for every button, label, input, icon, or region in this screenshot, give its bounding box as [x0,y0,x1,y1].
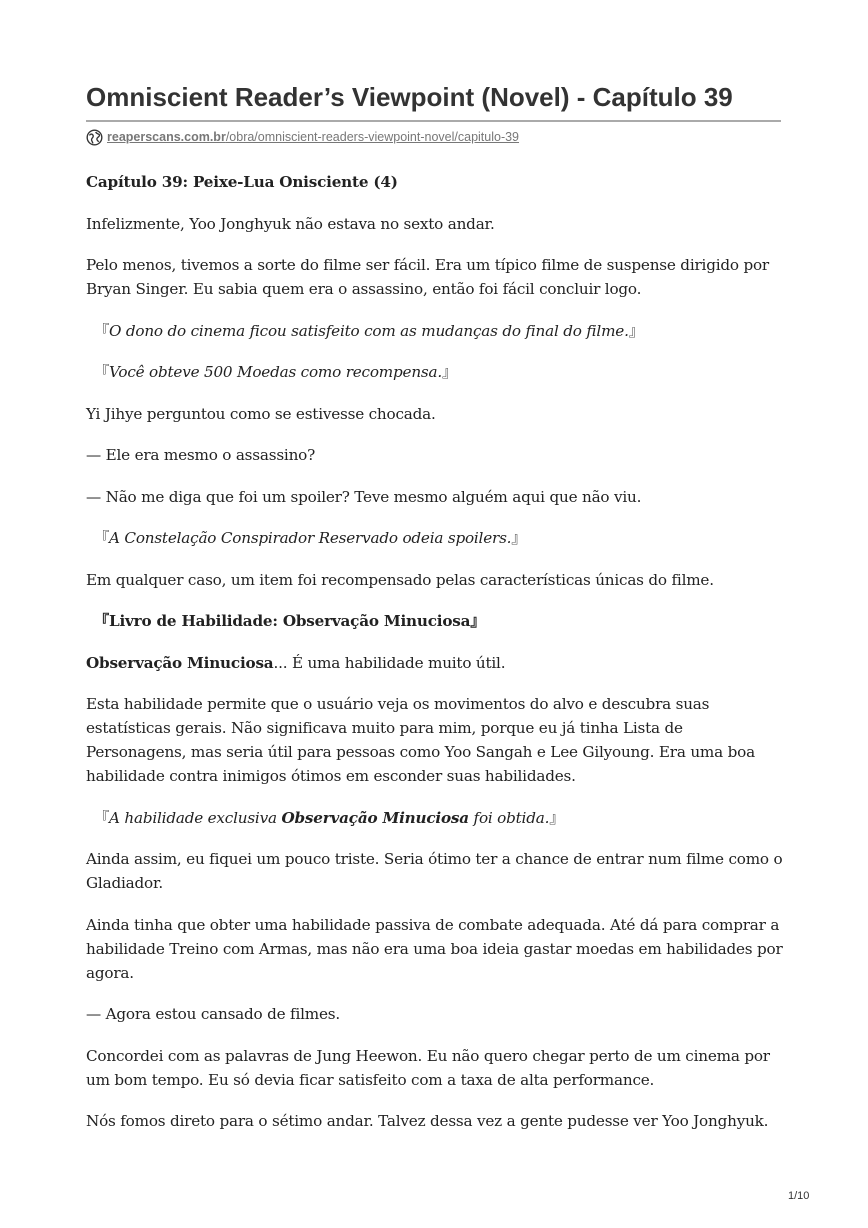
source-link-row [86,128,519,146]
source-path: /obra/omniscient-readers-viewpoint-novel/capitulo-39 [225,130,520,144]
page-title: Omniscient Reader’s Viewpoint (Novel) - Capítulo 39 [86,82,733,112]
system-message-3: 『A Constelação Conspirador Reservado odeia spoilers.』 [94,529,527,547]
globe-icon [86,129,103,146]
item-reward: 『Livro de Habilidade: Observação Minuciosa』 [94,612,486,630]
paragraph-9: Nós fomos direto para o sétimo andar. Talvez dessa vez a gente pudesse ver Yoo Jonghyuk. [86,1112,769,1130]
page-number: 1/10 [788,1190,810,1202]
paragraph-4: Em qualquer caso, um item foi recompensado pelas características únicas do filme. [86,570,714,589]
title-divider [86,120,781,122]
paragraph-3: Yi Jihye perguntou como se estivesse chocada. [86,404,436,423]
dialogue-2: — Não me diga que foi um spoiler? Teve mesmo alguém aqui que não viu. [86,487,642,506]
paragraph-7: Ainda tinha que obter uma habilidade passiva de combate adequada. Até dá para comprar a habilidade Treino com Armas, mas não era uma boa ideia gastar moedas em habilidades por agora. [86,915,783,982]
skill-description: Observação Minuciosa... É uma habilidade muito útil. [86,653,506,672]
system-message-2: 『Você obteve 500 Moedas como recompensa.』 [94,363,457,381]
system-message-1: 『O dono do cinema ficou satisfeito com as mudanças do final do filme.』 [94,321,644,340]
system-message-4: 『A habilidade exclusiva Observação Minuciosa foi obtida.』 [94,808,565,827]
paragraph-2: Pelo menos, tivemos a sorte do filme ser fácil. Era um típico filme de suspense dirigido por Bryan Singer. Eu sabia quem era o assassino, então foi fácil concluir logo. [86,256,769,298]
paragraph-1: Infelizmente, Yoo Jonghyuk não estava no sexto andar. [86,214,495,233]
source-domain: reaperscans.com.br [107,130,226,144]
paragraph-5: Esta habilidade permite que o usuário veja os movimentos do alvo e descubra suas estatísticas gerais. Não significava muito para mim, porque eu já tinha Lista de Personagens, mas seria útil para pessoas como Yoo Sangah e Lee Gilyoung. Era uma boa habilidade contra inimigos ótimos em esconder suas habilidades. [86,695,755,785]
chapter-heading: Capítulo 39: Peixe-Lua Onisciente (4) [86,173,398,191]
source-url-link[interactable] [107,130,519,144]
article-body [86,170,786,1151]
paragraph-8: Concordei com as palavras de Jung Heewon. Eu não quero chegar perto de um cinema por um bom tempo. Eu só devia ficar satisfeito com a taxa de alta performance. [86,1046,770,1089]
dialogue-1: — Ele era mesmo o assassino? [86,446,316,464]
dialogue-3: — Agora estou cansado de filmes. [86,1005,340,1023]
paragraph-6: Ainda assim, eu fiquei um pouco triste. Seria ótimo ter a chance de entrar num filme como o Gladiador. [86,850,783,892]
